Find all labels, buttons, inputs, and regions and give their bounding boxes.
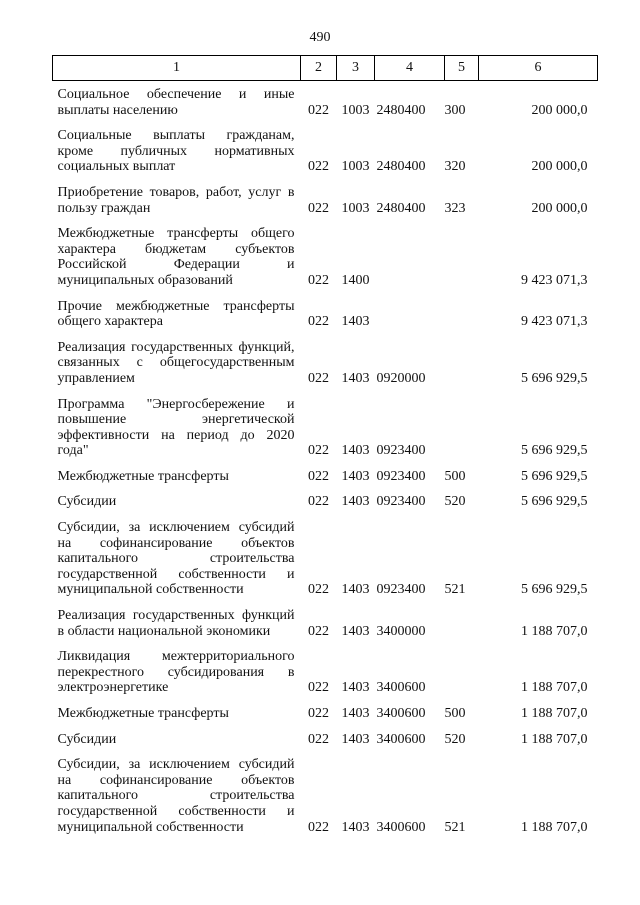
row-code-3: 1403 <box>341 582 370 598</box>
row-code-2: 022 <box>308 731 329 747</box>
row-code-4: 2480400 <box>376 102 426 118</box>
row-code-2: 022 <box>308 623 329 639</box>
table-row <box>53 391 598 463</box>
header-cell-5: 5 <box>445 56 479 81</box>
row-name: Субсидии, за исключением субсидий на софинансирование объектов капитального строительства государственной собственности и муниципальной собственности <box>57 520 295 598</box>
row-code-3: 1403 <box>341 819 370 835</box>
row-code-5: 521 <box>444 819 466 835</box>
row-name: Межбюджетные трансферты общего характера бюджетам субъектов Российской Федерации и муниципальных образований <box>57 226 295 288</box>
table-row <box>53 488 598 514</box>
row-code-4: 0923400 <box>376 443 426 459</box>
row-code-5: 500 <box>444 706 466 721</box>
row-code-2: 022 <box>308 468 329 484</box>
table-row <box>53 293 598 334</box>
row-code-2: 022 <box>308 582 329 598</box>
table-row <box>53 463 598 489</box>
row-code-3: 1403 <box>341 731 370 747</box>
row-code-4 <box>375 220 445 292</box>
row-code-2: 022 <box>308 706 329 721</box>
table-row <box>53 179 598 220</box>
table-row <box>53 334 598 391</box>
header-cell-2: 2 <box>301 56 337 81</box>
row-amount: 1 188 707,0 <box>521 819 588 835</box>
row-code-5: 300 <box>444 102 466 118</box>
header-cell-3: 3 <box>337 56 375 81</box>
row-code-3: 1403 <box>341 706 370 721</box>
header-row <box>53 56 598 81</box>
row-code-4: 0923400 <box>376 582 426 598</box>
row-code-4: 3400600 <box>376 680 426 696</box>
row-name: Субсидии, за исключением субсидий на софинансирование объектов капитального строительства государственной собственности и муниципальной собственности <box>57 757 295 835</box>
row-name: Межбюджетные трансферты <box>57 468 229 484</box>
row-code-5 <box>445 643 479 700</box>
row-code-3: 1400 <box>341 272 370 288</box>
row-amount: 200 000,0 <box>531 159 588 175</box>
row-name: Программа "Энергосбережение и повышение энергетической эффективности на период до 2020 года" <box>57 396 295 459</box>
row-code-4: 0923400 <box>376 494 426 510</box>
table-row <box>53 700 598 726</box>
row-code-5: 323 <box>444 200 466 216</box>
row-code-3: 1003 <box>341 159 370 175</box>
row-code-3: 1403 <box>341 494 370 510</box>
row-name: Субсидии <box>57 731 117 747</box>
row-amount: 200 000,0 <box>531 200 588 216</box>
table-row <box>53 643 598 700</box>
row-code-5 <box>445 293 479 334</box>
row-amount: 5 696 929,5 <box>521 494 588 510</box>
table-row <box>53 726 598 752</box>
row-code-2: 022 <box>308 200 329 216</box>
row-code-5 <box>445 220 479 292</box>
row-code-4: 3400600 <box>376 819 426 835</box>
row-name: Межбюджетные трансферты <box>57 706 229 721</box>
row-code-4: 0920000 <box>376 370 426 386</box>
row-name: Ликвидация межтерриториального перекрестного субсидирования в электроэнергетике <box>57 649 295 696</box>
row-amount: 5 696 929,5 <box>521 370 588 386</box>
row-code-3: 1003 <box>341 200 370 216</box>
table-row <box>53 81 598 123</box>
row-code-2: 022 <box>308 819 329 835</box>
row-code-4 <box>375 293 445 334</box>
row-name: Реализация государственных функций в области национальной экономики <box>57 608 295 639</box>
page-number: 490 <box>309 30 331 45</box>
table-row <box>53 122 598 179</box>
row-code-4: 3400600 <box>376 706 426 721</box>
table-row <box>53 514 598 602</box>
row-code-4: 3400000 <box>376 623 426 639</box>
row-amount: 9 423 071,3 <box>521 272 588 288</box>
row-code-4: 2480400 <box>376 200 426 216</box>
row-code-3: 1003 <box>341 102 370 118</box>
row-code-5 <box>445 602 479 643</box>
row-amount: 5 696 929,5 <box>521 443 588 459</box>
table-row <box>53 220 598 292</box>
row-code-5: 521 <box>444 582 466 598</box>
row-code-5: 520 <box>444 494 466 510</box>
header-cell-1: 1 <box>53 56 301 81</box>
budget-table <box>52 55 598 839</box>
row-code-2: 022 <box>308 443 329 459</box>
row-code-3: 1403 <box>341 370 370 386</box>
row-code-4: 3400600 <box>376 731 426 747</box>
row-code-5 <box>445 391 479 463</box>
row-code-2: 022 <box>308 494 329 510</box>
row-amount: 5 696 929,5 <box>521 468 588 484</box>
row-name: Прочие межбюджетные трансферты общего характера <box>57 298 295 330</box>
row-code-2: 022 <box>308 272 329 288</box>
row-code-5: 320 <box>444 159 466 175</box>
row-code-3: 1403 <box>341 443 370 459</box>
row-code-2: 022 <box>308 314 329 330</box>
row-code-2: 022 <box>308 159 329 175</box>
row-code-2: 022 <box>308 102 329 118</box>
row-amount: 200 000,0 <box>531 102 588 118</box>
row-code-3: 1403 <box>341 468 370 484</box>
header-cell-4: 4 <box>375 56 445 81</box>
row-amount: 9 423 071,3 <box>521 314 588 330</box>
row-amount: 1 188 707,0 <box>521 680 588 696</box>
table-row <box>53 751 598 839</box>
row-code-5: 520 <box>444 731 466 747</box>
row-code-4: 0923400 <box>376 468 426 484</box>
row-name: Социальное обеспечение и иные выплаты населению <box>57 87 295 118</box>
row-amount: 1 188 707,0 <box>521 623 588 639</box>
row-code-5: 500 <box>444 468 466 484</box>
row-name: Приобретение товаров, работ, услуг в пользу граждан <box>57 184 295 216</box>
row-code-4: 2480400 <box>376 159 426 175</box>
row-amount: 1 188 707,0 <box>521 731 588 747</box>
row-amount: 1 188 707,0 <box>521 706 588 721</box>
row-code-3: 1403 <box>341 680 370 696</box>
table-row <box>53 602 598 643</box>
row-code-3: 1403 <box>341 623 370 639</box>
row-amount: 5 696 929,5 <box>521 582 588 598</box>
header-cell-6: 6 <box>479 56 598 81</box>
row-name: Субсидии <box>57 494 117 510</box>
row-code-2: 022 <box>308 680 329 696</box>
row-code-2: 022 <box>308 370 329 386</box>
row-name: Реализация государственных функций, связанных с общегосударственным управлением <box>57 339 295 386</box>
row-code-3: 1403 <box>341 314 370 330</box>
row-name: Социальные выплаты гражданам, кроме публичных нормативных социальных выплат <box>57 128 295 175</box>
row-code-5 <box>445 334 479 391</box>
